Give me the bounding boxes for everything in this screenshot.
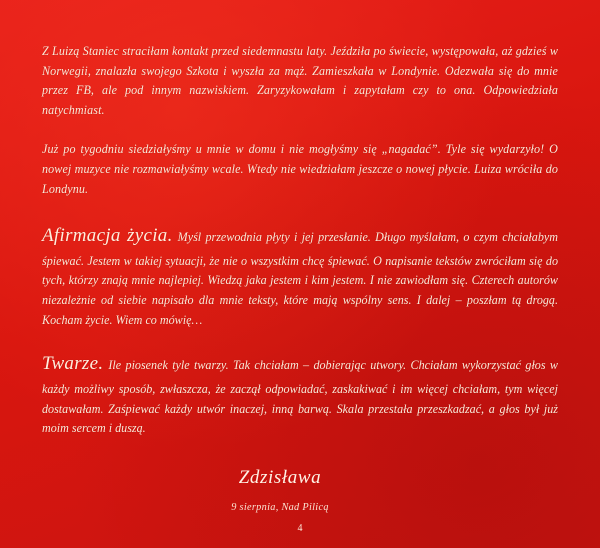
section-twarze: [42, 349, 558, 439]
paragraph-intro: Z Luizą Staniec straciłam kontakt przed siedemnastu laty. Jeździła po świecie, występowała, aż gdzieś w Norwegii, znalazła swojego Szkota i wyszła za mąż. Zamieszkała w Londynie. Odezwała się do mnie przez FB, ale pod innym nazwiskiem. Zaryzykowałam i zapytałam czy to ona. Odpowiedziała natychmiast.: [42, 44, 558, 117]
section-title: Afirmacja życia.: [42, 225, 173, 247]
section-afirmacja-zycia: [42, 221, 558, 330]
section-text: [42, 349, 558, 439]
signature-block: [42, 467, 558, 513]
section-body: Ile piosenek tyle twarzy. Tak chciałam – dobierając utwory. Chciałam wykorzystać głos w każdy możliwy sposób, zwłaszcza, że zaczął odpowiadać, zaskakiwać i im więcej chciałam, tym więcej dostawałam. Zaśpiewać każdy utwór inaczej, inną barwą. Skala przestała przeszkadzać, a głos był już moim sercem i duszą.: [42, 358, 558, 436]
section-title: Twarze.: [42, 353, 104, 375]
section-body: Myśl przewodnia płyty i jej przesłanie. Długo myślałam, o czym chciałabym śpiewać. Jestem w takiej sytuacji, że nie o wszystkim chcę śpiewać. O napisanie tekstów zwróciłam się do tych, którzy znają mnie najlepiej. Wiedzą jaka jestem i kim jestem. I nie zawiodłam się. Czterech autorów niezależnie od siebie napisało dla mnie teksty, które mają wspólny sens. I dalej – poszłam tą drogą. Kocham życie. Wiem co mówię…: [42, 230, 558, 327]
paragraph-second: Już po tygodniu siedziałyśmy u mnie w domu i nie mogłyśmy się „nagadać”. Tyle się wydarzyło! O nowej muzyce nie rozmawiałyśmy wcale. Wtedy nie wiedziałam jeszcze o nowej płycie. Luiza wróciła do Londynu.: [42, 142, 558, 196]
signature-name: Zdzisława: [238, 466, 322, 488]
page-number: 4: [297, 523, 303, 534]
section-text: [42, 221, 558, 330]
signature-place: 9 sierpnia, Nad Pilicą: [231, 501, 329, 513]
